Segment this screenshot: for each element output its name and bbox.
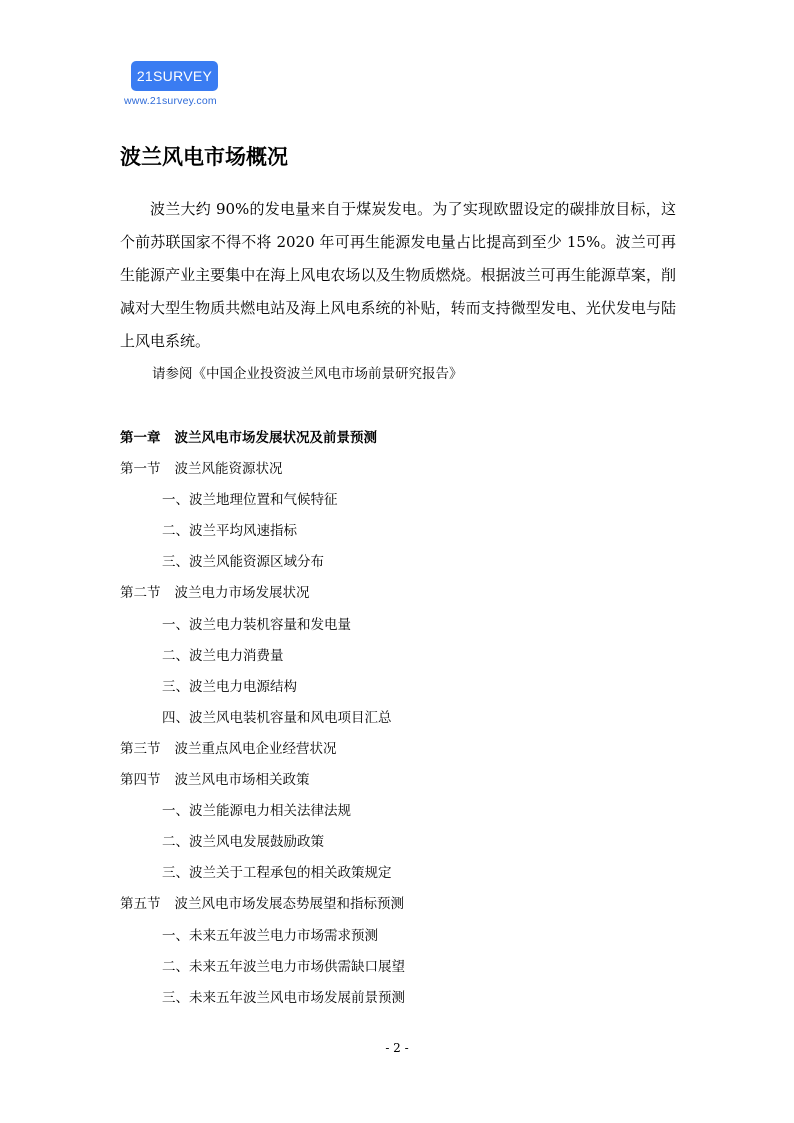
toc-text: 一、波兰地理位置和气候特征 bbox=[162, 492, 338, 509]
toc-item bbox=[120, 796, 680, 827]
toc-item bbox=[120, 672, 680, 703]
toc-text: 三、波兰关于工程承包的相关政策规定 bbox=[162, 865, 392, 882]
toc-section bbox=[120, 889, 680, 920]
toc-text: 二、未来五年波兰电力市场供需缺口展望 bbox=[162, 958, 405, 975]
toc-text: 波兰风电市场发展状况及前景预测 bbox=[174, 430, 377, 446]
logo-badge: 21SURVEY bbox=[131, 61, 218, 91]
toc-text: 四、波兰风电装机容量和风电项目汇总 bbox=[162, 709, 392, 726]
toc-text: 二、波兰风电发展鼓励政策 bbox=[162, 834, 324, 851]
toc-number: 第一节 bbox=[120, 461, 161, 478]
toc-section bbox=[120, 734, 680, 765]
toc-item bbox=[120, 703, 680, 734]
toc-number: 第五节 bbox=[120, 896, 161, 913]
toc-chapter bbox=[120, 423, 680, 454]
toc-text: 二、波兰平均风速指标 bbox=[162, 523, 297, 540]
toc-text: 一、未来五年波兰电力市场需求预测 bbox=[162, 927, 378, 944]
toc-text: 波兰风电市场相关政策 bbox=[174, 772, 310, 789]
toc-section bbox=[120, 765, 680, 796]
toc-text: 三、波兰电力电源结构 bbox=[162, 678, 297, 695]
logo-url: www.21survey.com bbox=[124, 95, 217, 107]
toc-item bbox=[120, 641, 680, 672]
toc-item bbox=[120, 610, 680, 641]
page-title: 波兰风电市场概况 bbox=[120, 145, 288, 169]
toc-item bbox=[120, 952, 680, 983]
toc-text: 波兰风电市场发展态势展望和指标预测 bbox=[174, 896, 404, 913]
toc-number: 第二节 bbox=[120, 585, 161, 602]
toc-item bbox=[120, 547, 680, 578]
intro-paragraph: 波兰大约 90%的发电量来自于煤炭发电。为了实现欧盟设定的碳排放目标，这个前苏联国家不得不将 2020 年可再生能源发电量占比提高到至少 15%。波兰可再生能源产业主要集中在海上风电农场以及生物质燃烧。根据波兰可再生能源草案，削减对大型生物质共燃电站及海上风电系统的补贴，转而支持微型发电、光伏发电与陆上风电系统。 bbox=[120, 200, 676, 350]
report-reference: 请参阅《中国企业投资波兰风电市场前景研究报告》 bbox=[152, 366, 463, 382]
toc-number: 第四节 bbox=[120, 772, 161, 789]
toc-item bbox=[120, 858, 680, 889]
table-of-contents bbox=[120, 423, 680, 1014]
toc-text: 波兰风能资源状况 bbox=[174, 461, 283, 478]
toc-item bbox=[120, 983, 680, 1014]
toc-item bbox=[120, 827, 680, 858]
toc-text: 波兰重点风电企业经营状况 bbox=[174, 740, 337, 757]
toc-section bbox=[120, 578, 680, 609]
toc-text: 波兰电力市场发展状况 bbox=[174, 585, 310, 602]
toc-text: 一、波兰能源电力相关法律法规 bbox=[162, 803, 351, 820]
toc-number: 第三节 bbox=[120, 740, 161, 757]
page-number: - 2 - bbox=[385, 1041, 409, 1055]
toc-text: 三、波兰风能资源区域分布 bbox=[162, 554, 324, 571]
toc-section bbox=[120, 454, 680, 485]
toc-text: 二、波兰电力消费量 bbox=[162, 647, 284, 664]
toc-text: 一、波兰电力装机容量和发电量 bbox=[162, 616, 351, 633]
toc-number: 第一章 bbox=[120, 430, 161, 446]
toc-item bbox=[120, 516, 680, 547]
toc-text: 三、未来五年波兰风电市场发展前景预测 bbox=[162, 989, 405, 1006]
toc-item bbox=[120, 921, 680, 952]
toc-item bbox=[120, 485, 680, 516]
